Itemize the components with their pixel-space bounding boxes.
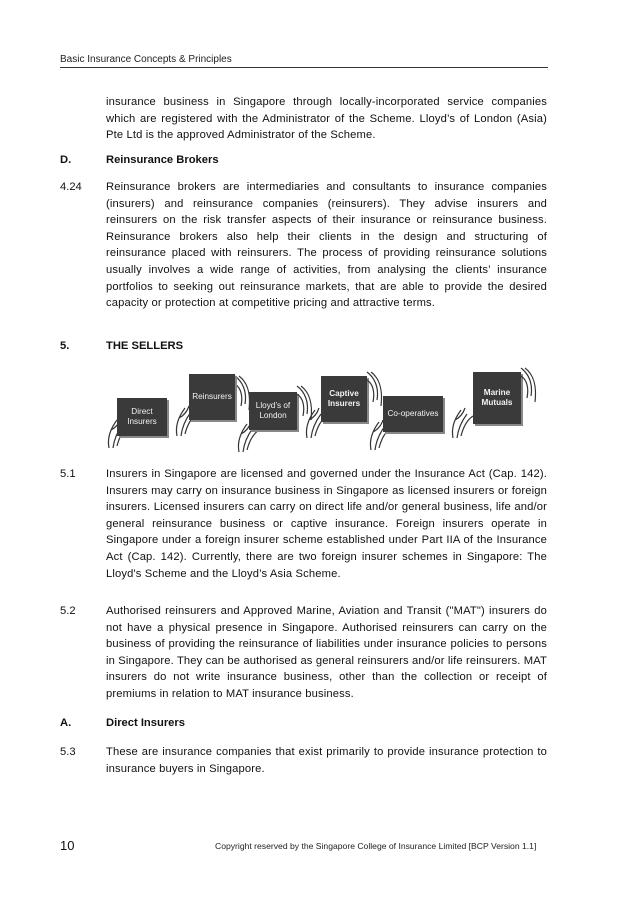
card-reinsurers: Reinsurers [189, 374, 235, 420]
card-marine-mutuals: Marine Mutuals [473, 372, 521, 424]
hand-icon [365, 370, 385, 410]
hand-icon [449, 400, 475, 440]
para-5-3-number: 5.3 [60, 746, 76, 758]
para-5-2-number: 5.2 [60, 605, 76, 617]
hand-icon [519, 366, 539, 406]
card-direct-insurers: Direct Insurers [117, 398, 167, 436]
section-d-title: Reinsurance Brokers [106, 154, 219, 166]
section-d-number: D. [60, 154, 72, 166]
section-a-title: Direct Insurers [106, 717, 185, 729]
para-4-24-number: 4.24 [60, 181, 82, 193]
para-5-2-text: Authorised reinsurers and Approved Marine, Aviation and Transit ("MAT") insurers do not have a physical presence in Singapore. Authorised reinsurers can carry on the business of providing the reinsurance of liabilities under insurance policies to persons in Singapore. They can be authorised as general reinsurers and/or life reinsurers. MAT insurers do not write insurance business, other than the collection or receipt of premiums in relation to MAT insurance business. [106, 605, 547, 700]
section-5-number: 5. [60, 340, 70, 352]
para-5-1-text: Insurers in Singapore are licensed and governed under the Insurance Act (Cap. 142). Insurers may carry on insurance business in Singapore as licensed insurers or foreign insurers. Licensed insurers can carry on direct life and/or general business, life and/or general reinsurance business or captive insurance. Foreign insurers operate in Singapore under a foreign insurer scheme established under Part IIA of the Insurance Act (Cap. 142). Currently, there are two foreign insurer schemes in Singapore: The Lloyd's Scheme and the Lloyd’s Asia Scheme. [106, 468, 547, 580]
section-a-number: A. [60, 717, 72, 729]
intro-paragraph: insurance business in Singapore through locally-incorporated service companies which are registered with the Administrator of the Scheme. Lloyd’s of London (Asia) Pte Ltd is the approved Administrator of the Scheme. [106, 96, 547, 142]
para-4-24-text: Reinsurance brokers are intermediaries and consultants to insurance companies (insurers) and reinsurance companies (reinsurers). They advise insurers and reinsurers on the risk transfer aspects of their insurance or reinsurance business. Reinsurance brokers also help their clients in the design and structuring of reinsurance placed with reinsurers. The process of providing reinsurance solutions usually involves a wide range of activities, from analysing the clients’ insurance portfolios to seeking out reinsurance markets, that are able to provide the desired capacity or protection at competitive pricing and attractive terms. [106, 181, 547, 310]
copyright-notice: Copyright reserved by the Singapore College of Insurance Limited [BCP Version 1.1] [215, 841, 537, 851]
para-5-1-number: 5.1 [60, 468, 76, 480]
running-header: Basic Insurance Concepts & Principles [60, 54, 232, 65]
card-captive-insurers: Captive Insurers [321, 376, 367, 422]
sellers-diagram [105, 362, 550, 457]
para-5-3-text: These are insurance companies that exist primarily to provide insurance protection to insurance buyers in Singapore. [106, 746, 547, 775]
card-co-operatives: Co-operatives [383, 396, 443, 432]
section-5-title: THE SELLERS [106, 340, 184, 352]
header-rule [60, 67, 548, 68]
page-number: 10 [60, 838, 75, 853]
card-lloyds-of-london: Lloyd’s of London [249, 392, 297, 430]
